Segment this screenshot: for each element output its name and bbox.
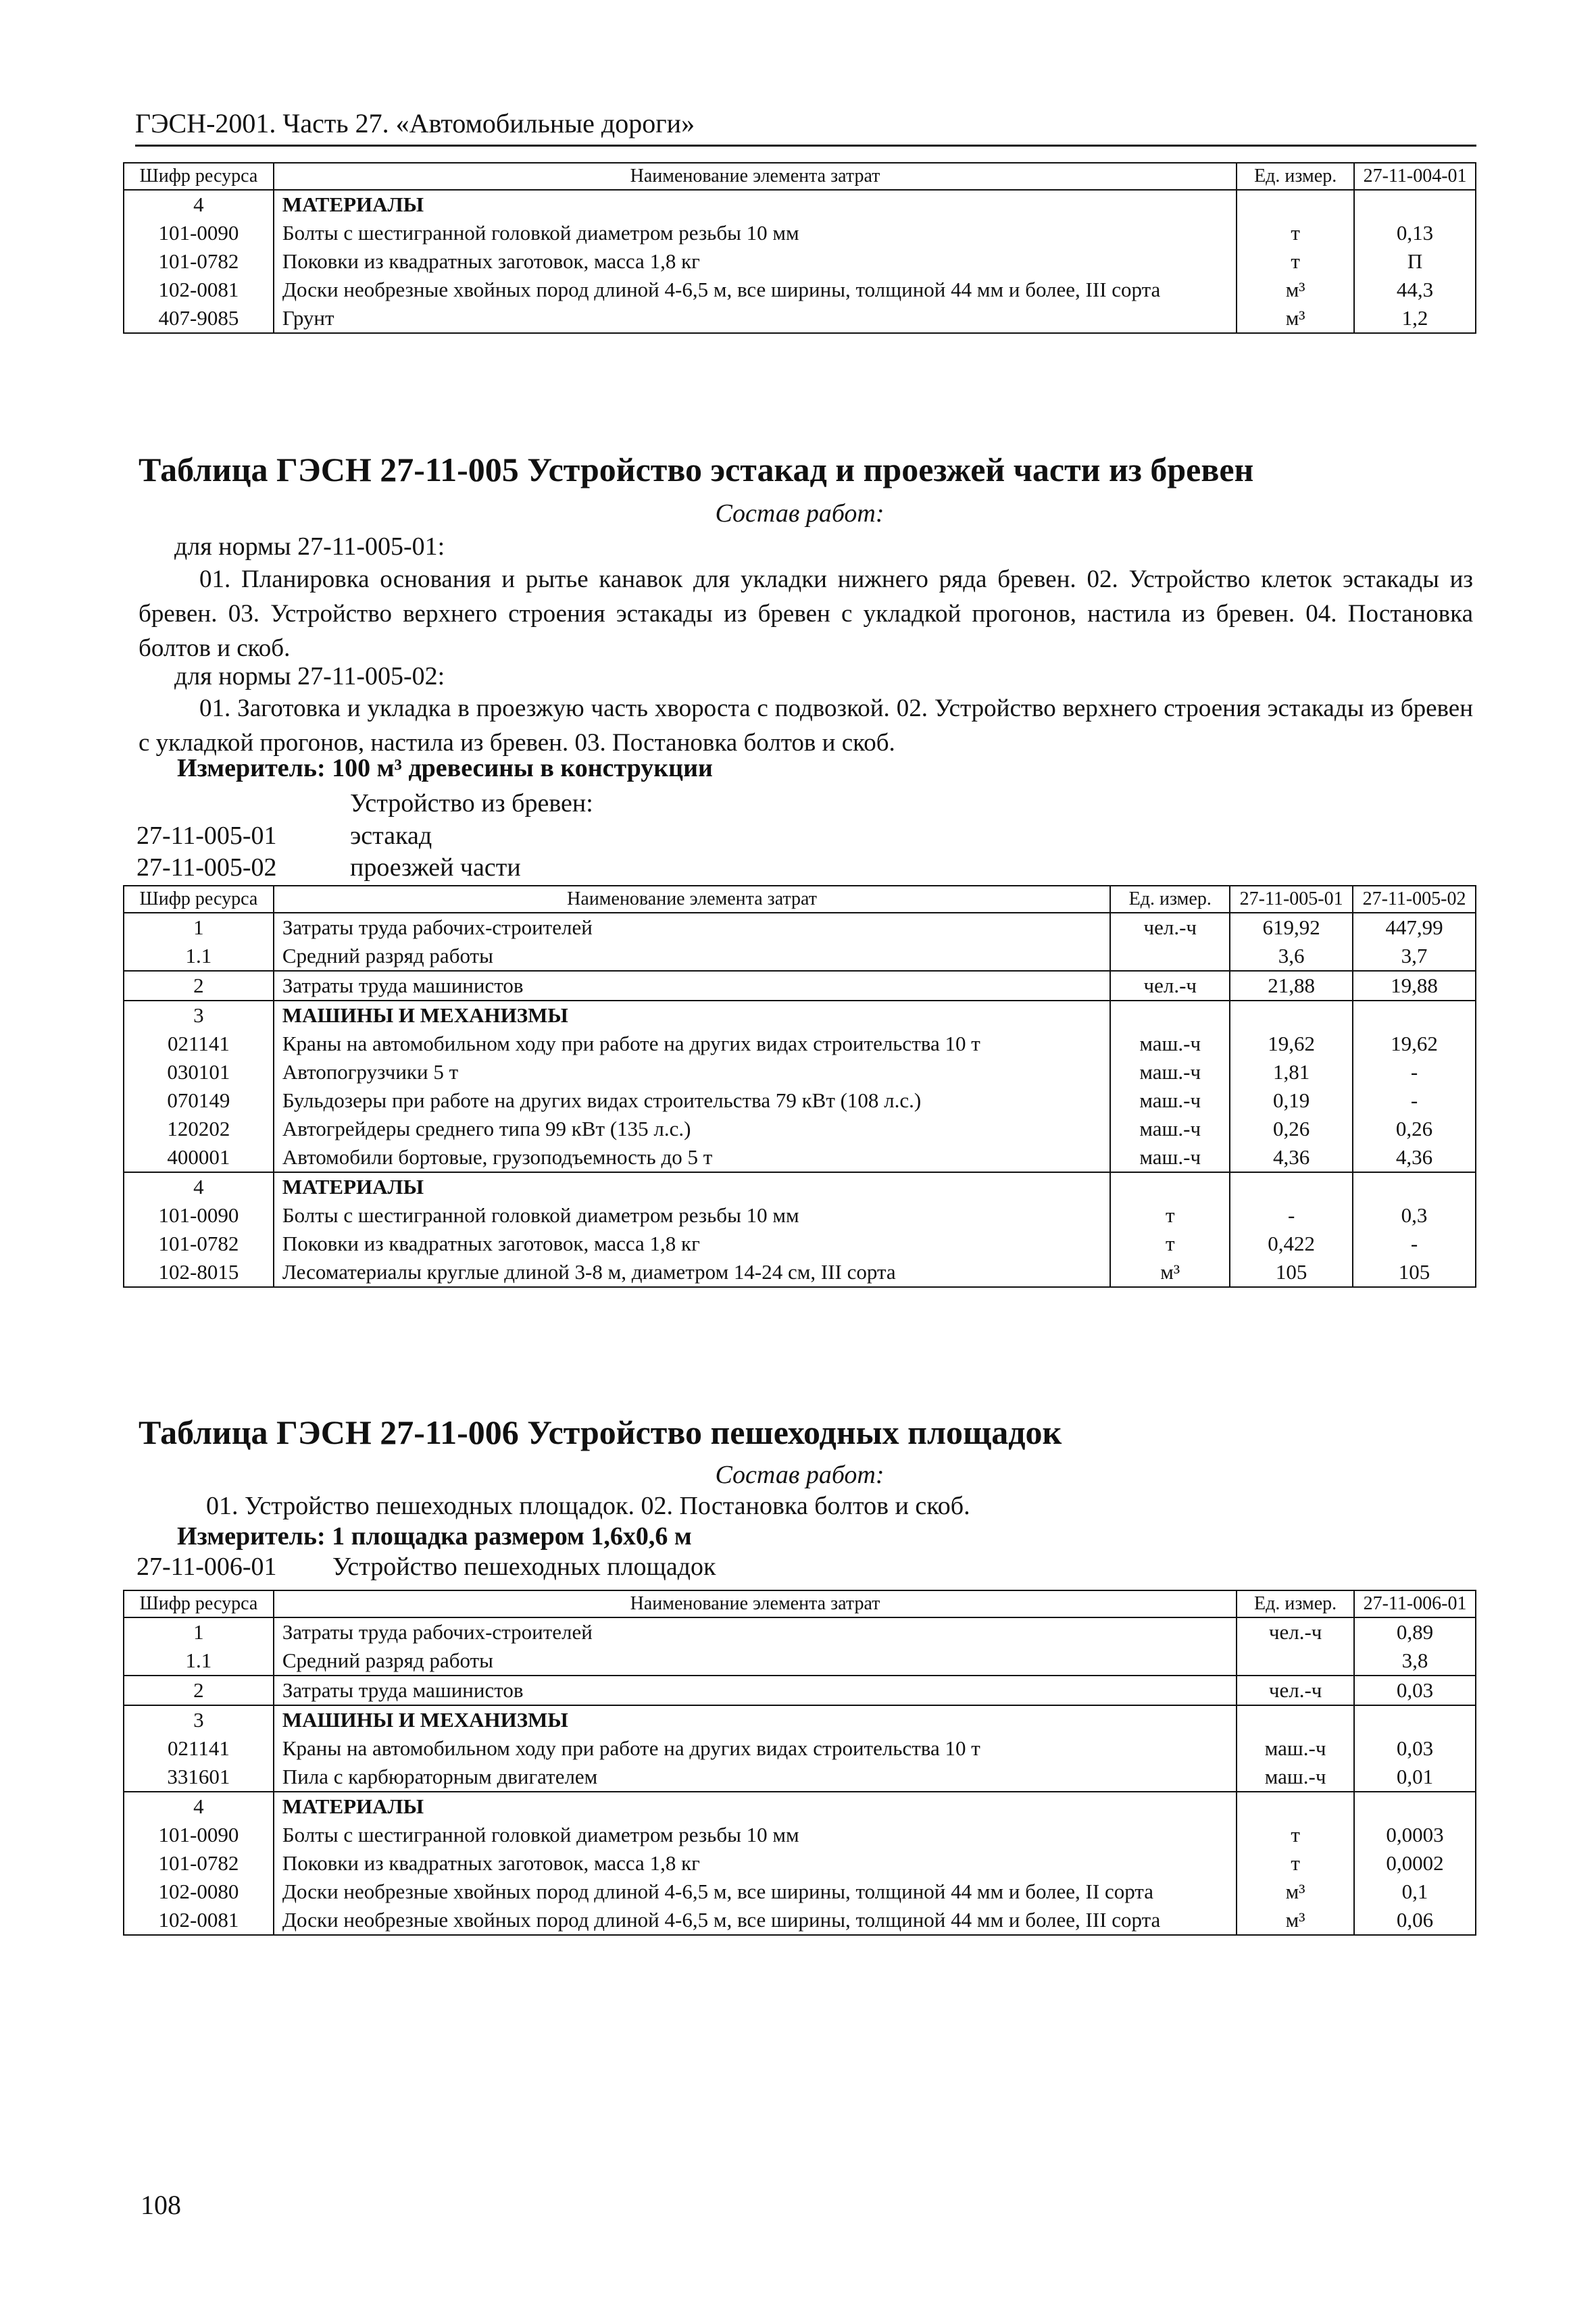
- norm-value: -: [1230, 1201, 1353, 1230]
- table-27-11-006: [123, 1590, 1476, 1936]
- unit-of-measure: т: [1237, 219, 1354, 247]
- norm-value: [1230, 1001, 1353, 1030]
- norm-value: -: [1353, 1086, 1476, 1115]
- cost-element-name: Лесоматериалы круглые длиной 3-8 м, диаметром 14-24 см, III сорта: [274, 1258, 1110, 1287]
- norm-value: 3,8: [1354, 1646, 1476, 1676]
- table-title-27-11-006: Таблица ГЭСН 27-11-006 Устройство пешеходных площадок: [139, 1413, 1062, 1451]
- norm-value: 4,36: [1230, 1143, 1353, 1172]
- unit-of-measure: м³: [1237, 304, 1354, 333]
- norm1-label: для нормы 27-11-005-01:: [174, 532, 445, 561]
- header-col-27-11-005-01: 27-11-005-01: [1230, 886, 1353, 913]
- table-row: [124, 1201, 1476, 1230]
- cost-element-name: Затраты труда рабочих-строителей: [274, 1617, 1237, 1646]
- resource-code: 120202: [124, 1115, 274, 1143]
- header-unit: Ед. измер.: [1237, 163, 1354, 190]
- norm-value: 1,2: [1354, 304, 1476, 333]
- norm-value: 19,62: [1230, 1030, 1353, 1058]
- cost-element-name: МАШИНЫ И МЕХАНИЗМЫ: [274, 1705, 1237, 1734]
- table-row: [124, 1001, 1476, 1030]
- table-row: [124, 1058, 1476, 1086]
- cost-element-name: Болты с шестигранной головкой диаметром резьбы 10 мм: [274, 1201, 1110, 1230]
- resource-code: 102-0081: [124, 1906, 274, 1935]
- norm-value: 0,89: [1354, 1617, 1476, 1646]
- table-row: [124, 942, 1476, 971]
- cost-element-name: Болты с шестигранной головкой диаметром резьбы 10 мм: [274, 1821, 1237, 1849]
- cost-element-name: Поковки из квадратных заготовок, масса 1,8 кг: [274, 1849, 1237, 1878]
- header-col-27-11-005-02: 27-11-005-02: [1353, 886, 1476, 913]
- norm2-label: для нормы 27-11-005-02:: [174, 662, 445, 690]
- resource-code: 1: [124, 1617, 274, 1646]
- table-row: [124, 247, 1476, 276]
- table-row: [124, 276, 1476, 304]
- resource-code: 101-0090: [124, 219, 274, 247]
- cost-element-name: Грунт: [274, 304, 1237, 333]
- cost-element-name: Автогрейдеры среднего типа 99 кВт (135 л.с.): [274, 1115, 1110, 1143]
- cost-element-name: Доски необрезные хвойных пород длиной 4-6,5 м, все ширины, толщиной 44 мм и более, III сорта: [274, 1906, 1237, 1935]
- table-row: [124, 913, 1476, 942]
- cost-element-name: Автомобили бортовые, грузоподъемность до 5 т: [274, 1143, 1110, 1172]
- unit-of-measure: [1237, 1705, 1354, 1734]
- header-code: Шифр ресурса: [124, 1590, 274, 1617]
- table-row: [124, 1763, 1476, 1792]
- header-unit: Ед. измер.: [1110, 886, 1230, 913]
- unit-of-measure: м³: [1237, 276, 1354, 304]
- cost-element-name: Средний разряд работы: [274, 1646, 1237, 1676]
- item-code-3: 27-11-006-01: [136, 1553, 277, 1581]
- table-row: [124, 1734, 1476, 1763]
- resource-code: 021141: [124, 1734, 274, 1763]
- unit-of-measure: маш.-ч: [1110, 1086, 1230, 1115]
- header-code: Шифр ресурса: [124, 163, 274, 190]
- table-27-11-005: [123, 885, 1476, 1288]
- table-row: [124, 1115, 1476, 1143]
- resource-code: 102-8015: [124, 1258, 274, 1287]
- resource-code: 101-0090: [124, 1821, 274, 1849]
- unit-of-measure: маш.-ч: [1237, 1763, 1354, 1792]
- resource-code: 4: [124, 1172, 274, 1201]
- meter-27-11-006: Измеритель: 1 площадка размером 1,6x0,6 м: [177, 1522, 692, 1551]
- resource-code: 3: [124, 1705, 274, 1734]
- table-row: [124, 1646, 1476, 1676]
- cost-element-name: Пила с карбюраторным двигателем: [274, 1763, 1237, 1792]
- header-name: Наименование элемента затрат: [274, 886, 1110, 913]
- norm-value: 0,06: [1354, 1906, 1476, 1935]
- unit-of-measure: [1237, 1646, 1354, 1676]
- cost-element-name: Краны на автомобильном ходу при работе на других видах строительства 10 т: [274, 1734, 1237, 1763]
- table-row: [124, 1172, 1476, 1201]
- norm-value: 0,03: [1354, 1676, 1476, 1705]
- table-header-row: [124, 1590, 1476, 1617]
- cost-element-name: Затраты труда машинистов: [274, 1676, 1237, 1705]
- unit-of-measure: т: [1110, 1201, 1230, 1230]
- header-unit: Ед. измер.: [1237, 1590, 1354, 1617]
- cost-element-name: МАТЕРИАЛЫ: [274, 190, 1237, 219]
- resource-code: 102-0081: [124, 276, 274, 304]
- unit-of-measure: [1110, 1001, 1230, 1030]
- unit-of-measure: маш.-ч: [1237, 1734, 1354, 1763]
- norm-value: 619,92: [1230, 913, 1353, 942]
- resource-code: 101-0090: [124, 1201, 274, 1230]
- composition-label: Состав работ:: [715, 499, 884, 528]
- norm-value: П: [1354, 247, 1476, 276]
- table-header-row: [124, 163, 1476, 190]
- table-row: [124, 1086, 1476, 1115]
- norm-value: 0,0003: [1354, 1821, 1476, 1849]
- table-row: [124, 190, 1476, 219]
- table-row: [124, 1143, 1476, 1172]
- item-text-2: проезжей части: [350, 853, 521, 882]
- cost-element-name: Поковки из квадратных заготовок, масса 1,8 кг: [274, 1230, 1110, 1258]
- norm-value: 3,7: [1353, 942, 1476, 971]
- norm-value: 0,26: [1353, 1115, 1476, 1143]
- norm-value: 44,3: [1354, 276, 1476, 304]
- resource-code: 101-0782: [124, 1230, 274, 1258]
- resource-code: 1.1: [124, 1646, 274, 1676]
- cost-element-name: Краны на автомобильном ходу при работе на других видах строительства 10 т: [274, 1030, 1110, 1058]
- unit-of-measure: чел.-ч: [1110, 913, 1230, 942]
- item-code-2: 27-11-005-02: [136, 853, 277, 882]
- cost-element-name: Бульдозеры при работе на других видах строительства 79 кВт (108 л.с.): [274, 1086, 1110, 1115]
- resource-code: 2: [124, 971, 274, 1001]
- norm-value: 19,62: [1353, 1030, 1476, 1058]
- cost-element-name: Болты с шестигранной головкой диаметром резьбы 10 мм: [274, 219, 1237, 247]
- resource-code: 4: [124, 1792, 274, 1821]
- norm-value: 105: [1353, 1258, 1476, 1287]
- header-name: Наименование элемента затрат: [274, 1590, 1237, 1617]
- table-row: [124, 971, 1476, 1001]
- unit-of-measure: чел.-ч: [1237, 1676, 1354, 1705]
- cost-element-name: Средний разряд работы: [274, 942, 1110, 971]
- norm-value: [1354, 190, 1476, 219]
- norm-value: 21,88: [1230, 971, 1353, 1001]
- norm-value: 0,0002: [1354, 1849, 1476, 1878]
- norm-value: 0,26: [1230, 1115, 1353, 1143]
- unit-of-measure: м³: [1110, 1258, 1230, 1287]
- composition-text: 01. Устройство пешеходных площадок. 02. Постановка болтов и скоб.: [206, 1492, 970, 1520]
- resource-code: 102-0080: [124, 1878, 274, 1906]
- unit-of-measure: маш.-ч: [1110, 1143, 1230, 1172]
- unit-of-measure: м³: [1237, 1878, 1354, 1906]
- table-row: [124, 219, 1476, 247]
- cost-element-name: Доски необрезные хвойных пород длиной 4-6,5 м, все ширины, толщиной 44 мм и более, III сорта: [274, 276, 1237, 304]
- resource-code: 070149: [124, 1086, 274, 1115]
- table-row: [124, 1230, 1476, 1258]
- unit-of-measure: [1110, 942, 1230, 971]
- cost-element-name: МАТЕРИАЛЫ: [274, 1792, 1237, 1821]
- resource-code: 1: [124, 913, 274, 942]
- unit-of-measure: т: [1237, 1849, 1354, 1878]
- norm-value: 3,6: [1230, 942, 1353, 971]
- table-row: [124, 1705, 1476, 1734]
- norm-value: 0,1: [1354, 1878, 1476, 1906]
- resource-code: 400001: [124, 1143, 274, 1172]
- cost-element-name: МАШИНЫ И МЕХАНИЗМЫ: [274, 1001, 1110, 1030]
- unit-of-measure: маш.-ч: [1110, 1058, 1230, 1086]
- header-col-27-11-004-01: 27-11-004-01: [1354, 163, 1476, 190]
- item-code-1: 27-11-005-01: [136, 822, 277, 850]
- table-title-27-11-005: Таблица ГЭСН 27-11-005 Устройство эстакад и проезжей части из бревен: [139, 451, 1254, 488]
- table-row: [124, 1792, 1476, 1821]
- unit-of-measure: маш.-ч: [1110, 1030, 1230, 1058]
- norm-value: 0,19: [1230, 1086, 1353, 1115]
- item-text-1: эстакад: [350, 822, 432, 850]
- resource-code: 331601: [124, 1763, 274, 1792]
- header-name: Наименование элемента затрат: [274, 163, 1237, 190]
- table-row: [124, 1849, 1476, 1878]
- resource-code: 2: [124, 1676, 274, 1705]
- table-row: [124, 1821, 1476, 1849]
- cost-element-name: Затраты труда рабочих-строителей: [274, 913, 1110, 942]
- table-row: [124, 1258, 1476, 1287]
- running-head: ГЭСН-2001. Часть 27. «Автомобильные дороги»: [135, 107, 1476, 147]
- table-row: [124, 1676, 1476, 1705]
- norm-value: 0,03: [1354, 1734, 1476, 1763]
- norm-value: 0,422: [1230, 1230, 1353, 1258]
- cost-element-name: Поковки из квадратных заготовок, масса 1,8 кг: [274, 247, 1237, 276]
- table-row: [124, 1878, 1476, 1906]
- norm-value: [1353, 1172, 1476, 1201]
- norm-value: 0,13: [1354, 219, 1476, 247]
- resource-code: 030101: [124, 1058, 274, 1086]
- table-row: [124, 304, 1476, 333]
- page-number: 108: [141, 2190, 181, 2220]
- norm-value: 19,88: [1353, 971, 1476, 1001]
- resource-code: 3: [124, 1001, 274, 1030]
- cost-element-name: Затраты труда машинистов: [274, 971, 1110, 1001]
- table-row: [124, 1617, 1476, 1646]
- cost-element-name: МАТЕРИАЛЫ: [274, 1172, 1110, 1201]
- unit-of-measure: чел.-ч: [1110, 971, 1230, 1001]
- unit-of-measure: т: [1237, 247, 1354, 276]
- table-27-11-004: [123, 162, 1476, 334]
- header-col-27-11-006-01: 27-11-006-01: [1354, 1590, 1476, 1617]
- resource-code: 1.1: [124, 942, 274, 971]
- composition-label: Состав работ:: [715, 1461, 884, 1489]
- norm-value: 105: [1230, 1258, 1353, 1287]
- norm-value: 1,81: [1230, 1058, 1353, 1086]
- resource-code: 4: [124, 190, 274, 219]
- unit-of-measure: т: [1110, 1230, 1230, 1258]
- table-row: [124, 1030, 1476, 1058]
- norm-value: -: [1353, 1058, 1476, 1086]
- unit-of-measure: т: [1237, 1821, 1354, 1849]
- norm1-text: 01. Планировка основания и рытье канавок для укладки нижнего ряда бревен. 02. Устройство клеток эстакады из бревен. 03. Устройство верхнего строения эстакады из бревен с укладкой прогонов, настила из бревен. 04. Постановка болтов и скоб.: [139, 565, 1473, 662]
- unit-of-measure: [1237, 190, 1354, 219]
- resource-code: 021141: [124, 1030, 274, 1058]
- norm-value: [1354, 1705, 1476, 1734]
- norm2-text: 01. Заготовка и укладка в проезжую часть хвороста с подвозкой. 02. Устройство верхнего строения эстакады из бревен с укладкой прогонов, настила из бревен. 03. Постановка болтов и скоб.: [139, 695, 1473, 757]
- table-body: [124, 190, 1476, 333]
- norm-value: 447,99: [1353, 913, 1476, 942]
- unit-of-measure: [1110, 1172, 1230, 1201]
- norm-value: [1353, 1001, 1476, 1030]
- norm-value: [1230, 1172, 1353, 1201]
- unit-of-measure: маш.-ч: [1110, 1115, 1230, 1143]
- norm-value: [1354, 1792, 1476, 1821]
- item-text-3: Устройство пешеходных площадок: [332, 1553, 716, 1581]
- resource-code: 101-0782: [124, 1849, 274, 1878]
- resource-code: 101-0782: [124, 247, 274, 276]
- resource-code: 407-9085: [124, 304, 274, 333]
- unit-of-measure: м³: [1237, 1906, 1354, 1935]
- cost-element-name: Доски необрезные хвойных пород длиной 4-6,5 м, все ширины, толщиной 44 мм и более, II сорта: [274, 1878, 1237, 1906]
- subheading: Устройство из бревен:: [350, 789, 593, 818]
- norm-value: 4,36: [1353, 1143, 1476, 1172]
- unit-of-measure: [1237, 1792, 1354, 1821]
- norm-value: -: [1353, 1230, 1476, 1258]
- table-header-row: [124, 886, 1476, 913]
- norm-value: 0,01: [1354, 1763, 1476, 1792]
- table-row: [124, 1906, 1476, 1935]
- header-code: Шифр ресурса: [124, 886, 274, 913]
- meter-27-11-005: Измеритель: 100 м³ древесины в конструкции: [177, 754, 713, 782]
- table-body: [124, 1617, 1476, 1935]
- cost-element-name: Автопогрузчики 5 т: [274, 1058, 1110, 1086]
- unit-of-measure: чел.-ч: [1237, 1617, 1354, 1646]
- table-body: [124, 913, 1476, 1287]
- norm-value: 0,3: [1353, 1201, 1476, 1230]
